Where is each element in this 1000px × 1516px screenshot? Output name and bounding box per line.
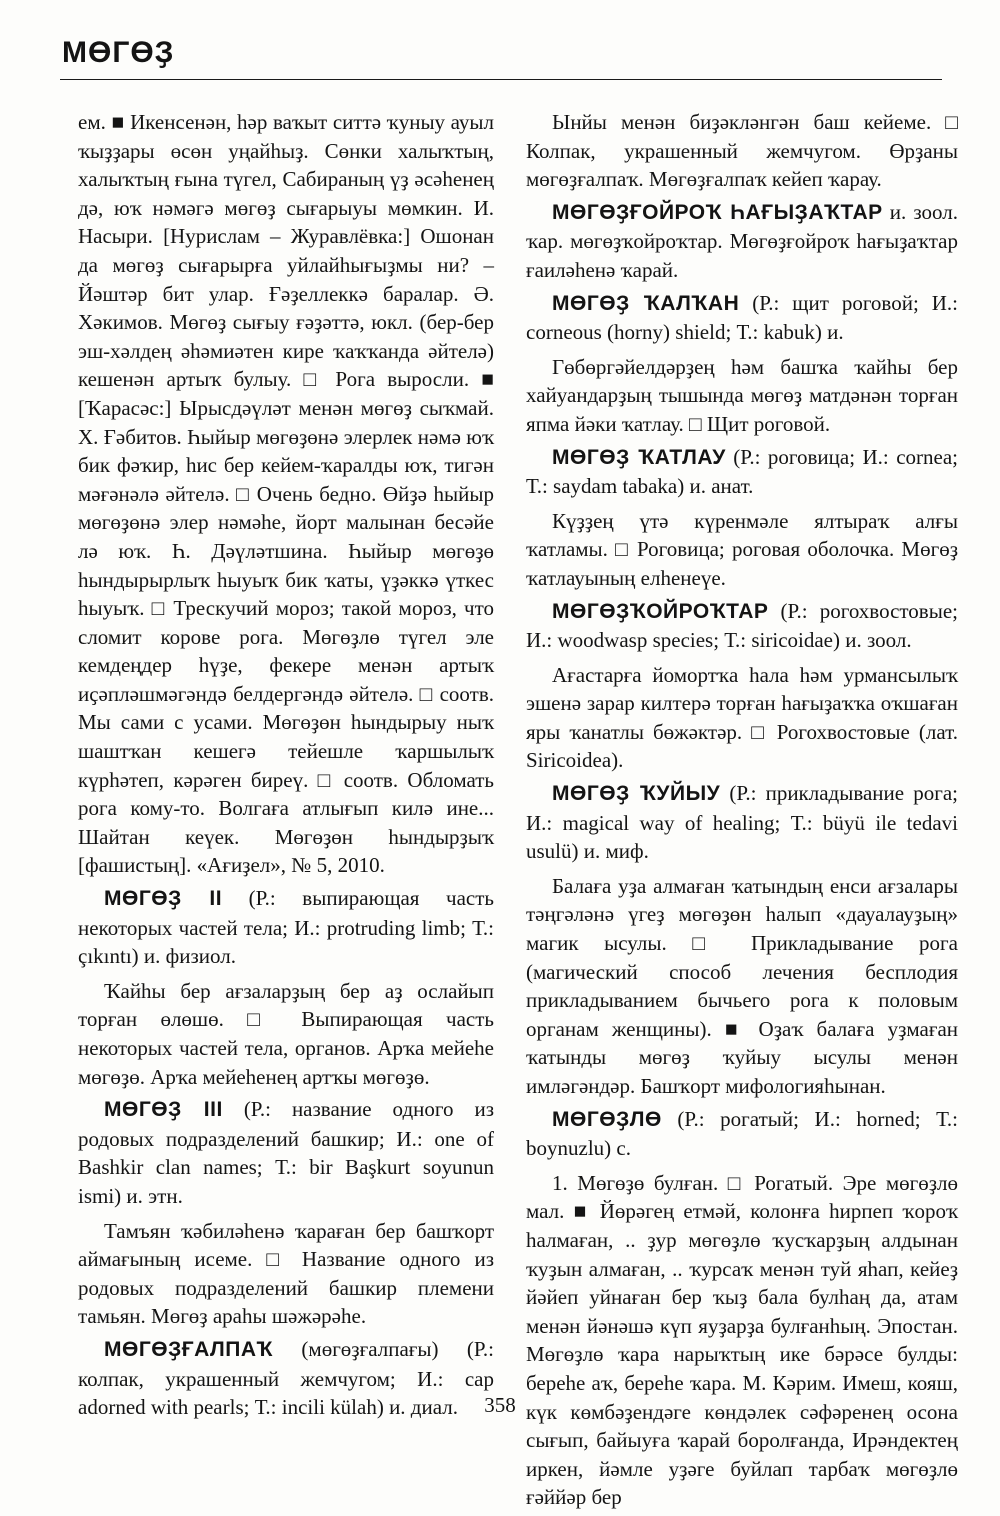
- entry-definition: (Р.: роговица; И.: cornea; Т.: saydam tabaka) и. анат.: [526, 444, 958, 499]
- headword: МӨГӨҘЛӨ: [552, 1107, 662, 1131]
- dictionary-entry: [526, 198, 958, 285]
- headword: МӨГӨҘ ҠУЙЫУ: [552, 782, 721, 806]
- left-column: [78, 108, 494, 1426]
- entry-body: Балаға уҙа алмаған ҡатындың енси ағзалары тәңгәләнә үгеҙ мөгөҙөн һалып «дауалауҙың» магик ысулы. □ Прикладывание рога (магический способ лечения бесплодия прикладыванием бычьего рога к половым органам женщины). ■ Оҙаҡ балаға уҙмаған ҡатынды мөгөҙ ҡуйыу ысулы менән имләгәндәр. Башҡорт мифологияһынан.: [526, 873, 958, 1098]
- entry-definition: (Р.: рогатый; И.: horned; Т.: boynuzlu) с.: [526, 1106, 958, 1161]
- entry-body: Ҡайһы бер ағзаларҙың бер аҙ ослайып торған өлөшө. □ Выпирающая часть некоторых частей тела, органов. Арҡа мейеһе мөгөҙө. Арҡа мейеһенең артҡы мөгөҙө.: [78, 978, 494, 1089]
- headword: МӨГӨҘ II: [104, 887, 223, 911]
- right-column: [526, 108, 958, 1516]
- headword: МӨГӨҘ ҠАЛҠАН: [552, 291, 740, 315]
- headword: МӨГӨҘ III: [104, 1098, 223, 1122]
- entry-body: Ынйы менән биҙәкләнгән баш кейеме. □ Колпак, украшенный жемчугом. Өрҙаны мөгөҙғалпаҡ. Мөгөҙғалпаҡ кейеп ҡарау.: [526, 110, 958, 192]
- dictionary-entry: [526, 443, 958, 501]
- entry-definition: (Р.: название одного из родовых подразделений башкир; И.: one of Bashkir clan names; Т.: bir Başkurt soyunun ismi) и. этн.: [78, 1097, 494, 1208]
- headword: МӨГӨҘҠОЙРОҠТАР: [552, 599, 769, 623]
- headword: МӨГӨҘҒАЛПАҠ: [104, 1337, 274, 1361]
- entry-body: Тамъян ҡәбиләһенә ҡараған бер башҡорт аймағының исеме. □ Название одного из родовых подразделений башкир племени тамьян. Мөгөҙ араһы шәжәрәһе.: [78, 1218, 494, 1329]
- entry-definition: (мөгөҙғалпағы) (Р.: колпак, украшенный жемчугом; И.: cap adorned with pearls; Т.: incili külah) и. диал.: [78, 1336, 494, 1420]
- dictionary-entry: [526, 597, 958, 655]
- dictionary-entry: [526, 289, 958, 347]
- entry-definition: (Р.: прикладывание рога; И.: magical way of healing; Т.: büyü ile tedavi usulü) и. миф.: [526, 781, 958, 864]
- entry-body: Гөбөргәйелдәрҙең һәм башҡа ҡайһы бер хайуандарҙың тышында мөгөҙ матдәнән торған япма йәки ҡатлау. □ Щит роговой.: [526, 354, 958, 436]
- headword: МӨГӨҘҒОЙРОҠ ҺАҒЫҘАҠТАР: [552, 200, 883, 224]
- header-rule: [60, 79, 942, 80]
- entry-text: ем. ■ Икенсенән, һәр ваҡыт ситтә ҡуныу ауыл ҡыҙҙары өсөн уңайһыҙ. Сөнки халыҡтың, халыҡтың ғына түгел, Сабираның үҙ әсәһенең дә, юҡ нәмәгә мөгөҙ сығарыуы мөмкин. И. Насыри. [Нурислам – Журавлёвка:] Ошонан да мөгөҙ сығарырға уйлайһығыҙмы ни? – Йәштәр бит улар. Ғәҙеллеккә баралар. Ә. Хәкимов. Мөгөҙ сығыу ғәҙәттә, юкл. (бер-бер эш-хәлдең әһәмиәтен кире ҡаҡҡанда әйтелә) кешенән артыҡ булыу. □ Рога выросли. ■ [Ҡарасәс:] Ырысдәүләт менән мөгөҙ сыҡмай. Х. Ғәбитов. Һыйыр мөгөҙөнә элерлек нәмә юҡ бик фәҡир, һис бер кейем-ҡаралды юҡ, тигән мәғәнәлә әйтелә. □ Очень бедно. Өйҙә һыйыр мөгөҙөнә элер нәмәһе, йорт малынан бесәйе лә юҡ. Һ. Дәүләтшина. Һыйыр мөгөҙө һындырырлыҡ һыуыҡ бик ҡаты, үҙәккә үткес һыуыҡ. □ Трескучий мороз; такой мороз, что сломит корове рога. Мөгөҙлө түгел эле кемдеңдер һүҙе, фекере менән артыҡ иҫәпләшмәгәндә белдергәндә әйтелә. □ соотв. Мы сами с усами. Мөгөҙөн һындырыу ныҡ шаштҡан кешегә тейешле ҡаршылыҡ күрһәтеп, кәрәген биреү. □ соотв. Обломать рога кому-то. Волгаға атлығып килә ине... Шайтан кеүек. Мөгөҙөн һындырҙыҡ [фашистың]. «Ағиҙел», № 5, 2010.: [78, 110, 494, 878]
- entry-definition: (Р.: выпирающая часть некоторых частей тела; И.: protruding limb; Т.: çıkıntı) и. физиол.: [78, 886, 494, 969]
- entry-definition: (Р.: щит роговой; И.: corneous (horny) shield; Т.: kabuk) и.: [526, 290, 958, 345]
- entry-definition: и. зоол. ҡар. мөгөҙҡойроҡтар. Мөгөҙғойроҡ һағыҙаҡтар ғаиләһенә ҡарай.: [526, 199, 958, 282]
- entry-body: 1. Мөгөҙө булған. □ Рогатый. Эре мөгөҙлө мал. ■ Йөрәгең етмәй, колонға һирпеп ҡороҡ һалмаған, .. ҙур мөгөҙлө ҡусҡарҙың алдынан ҡуҙын алмаған, .. ҡурсаҡ менән туй яһап, кейеҙ йәйеп уйнаған бер ҡыҙ бала булһаң да, атам менән йәнәшә күп яуҙарҙа булғанһың. Эпостан. Мөгөҙлө ҡара нарыҡтың ике бәрәсе булды: береһе аҡ, береһе ҡара. М. Кәрим. Имеш, кояш, күк көмбәҙендәге көндәлек сәфәренең осона сығып, байыуға ҡарай боролғанда, Ирәндектең иркен, йәмле уҙәге буйлап тарбаҡ мөгөҙлө ғәййәр бер: [526, 1170, 958, 1510]
- running-head: МӨГӨҘ: [62, 36, 175, 69]
- entry-body: Ағастарға йомортҡа һала һәм урмансылыҡ эшенә зарар килтерә торған һағыҙаҡҡа оҡшаған яры ҡанатлы бөжәктәр. □ Рогохвостовые (лат. Siricoidea).: [526, 662, 958, 773]
- dictionary-entry: [78, 884, 494, 971]
- dictionary-entry: [526, 779, 958, 866]
- entry-continuation: [78, 108, 494, 880]
- entry-body: Күҙҙең үтә күренмәле ялтыраҡ алғы ҡатламы. □ Роговица; роговая оболочка. Мөгөҙ ҡатлауының елһенеүе.: [526, 508, 958, 590]
- dictionary-entry: [78, 1095, 494, 1210]
- dictionary-entry: [526, 1105, 958, 1163]
- entry-definition: (Р.: рогохвостовые; И.: woodwasp species; Т.: siricoidae) и. зоол.: [526, 598, 958, 653]
- headword: МӨГӨҘ ҠАТЛАУ: [552, 445, 726, 469]
- page-number: 358: [484, 1393, 516, 1417]
